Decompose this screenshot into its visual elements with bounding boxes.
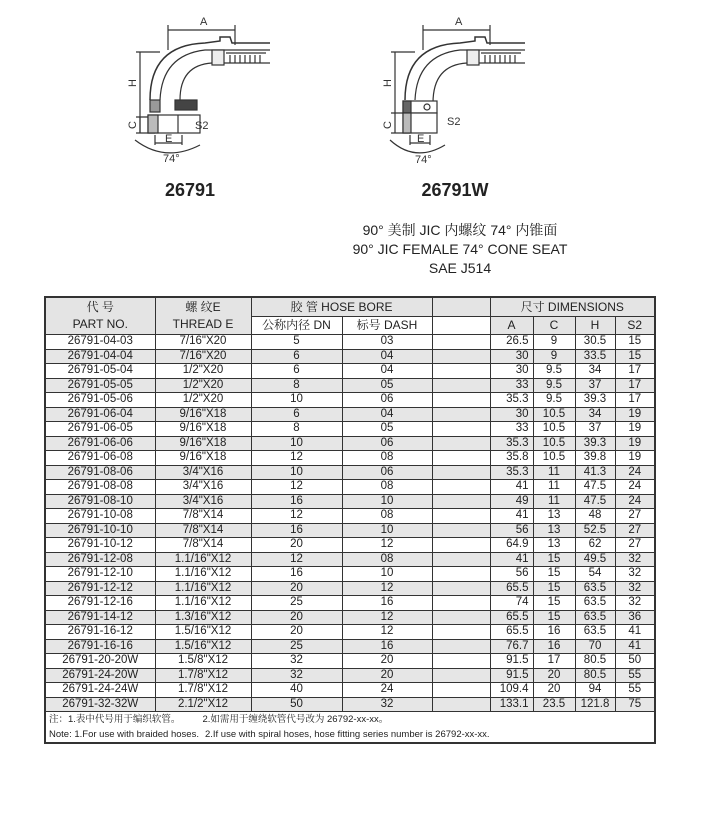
cell-dim-a: 41: [490, 552, 533, 567]
cell-dash: 08: [342, 451, 432, 466]
cell-dn: 25: [251, 596, 342, 611]
cell-part-no: 26791-06-08: [45, 451, 155, 466]
header-blank: [432, 297, 490, 317]
cell-thread: 9/16"X18: [155, 436, 251, 451]
cell-dn: 25: [251, 639, 342, 654]
cell-blank: [432, 654, 490, 669]
cell-dn: 12: [251, 552, 342, 567]
table-row: [45, 538, 655, 553]
cell-thread: 3/4"X16: [155, 494, 251, 509]
cell-part-no: 26791-24-20W: [45, 668, 155, 683]
cell-part-no: 26791-05-06: [45, 393, 155, 408]
cell-dim-a: 30: [490, 364, 533, 379]
cell-blank: [432, 639, 490, 654]
cell-thread: 9/16"X18: [155, 407, 251, 422]
cell-dim-a: 33: [490, 422, 533, 437]
cell-thread: 1.1/16"X12: [155, 567, 251, 582]
description-standard: SAE J514: [428, 260, 492, 276]
cell-part-no: 26791-06-05: [45, 422, 155, 437]
angle-label: 74°: [415, 154, 432, 166]
cell-blank: [432, 393, 490, 408]
header-dn: 公称内径 DN: [251, 317, 342, 335]
cell-dim-c: 23.5: [533, 697, 575, 712]
cell-dim-h: 47.5: [575, 480, 615, 495]
cell-dash: 10: [342, 494, 432, 509]
cell-dn: 12: [251, 509, 342, 524]
cell-dim-s2: 19: [615, 451, 655, 466]
cell-blank: [432, 378, 490, 393]
cell-dim-a: 56: [490, 523, 533, 538]
cell-dim-h: 34: [575, 407, 615, 422]
cell-dim-c: 13: [533, 523, 575, 538]
cell-dim-h: 39.3: [575, 436, 615, 451]
cell-dim-h: 49.5: [575, 552, 615, 567]
cell-dim-c: 10.5: [533, 407, 575, 422]
cell-dim-c: 9.5: [533, 378, 575, 393]
cell-dash: 20: [342, 668, 432, 683]
table-row: [45, 407, 655, 422]
cell-dim-a: 35.3: [490, 393, 533, 408]
cell-blank: [432, 480, 490, 495]
cell-dim-a: 30: [490, 349, 533, 364]
cell-dim-c: 15: [533, 596, 575, 611]
dim-s2-label: S2: [195, 120, 209, 132]
cell-dim-a: 35.3: [490, 436, 533, 451]
cell-dim-h: 80.5: [575, 668, 615, 683]
cell-thread: 1/2"X20: [155, 378, 251, 393]
cell-dim-c: 11: [533, 494, 575, 509]
cell-dash: 12: [342, 581, 432, 596]
cell-dim-h: 48: [575, 509, 615, 524]
cell-dn: 12: [251, 480, 342, 495]
cell-dn: 20: [251, 625, 342, 640]
cell-dim-h: 52.5: [575, 523, 615, 538]
cell-dim-c: 17: [533, 654, 575, 669]
cell-dim-h: 121.8: [575, 697, 615, 712]
cell-dim-a: 49: [490, 494, 533, 509]
table-row: [45, 436, 655, 451]
cell-dim-s2: 24: [615, 465, 655, 480]
cell-dim-h: 30.5: [575, 335, 615, 350]
cell-dim-a: 64.9: [490, 538, 533, 553]
table-row: [45, 451, 655, 466]
cell-dim-a: 91.5: [490, 668, 533, 683]
cell-dim-h: 63.5: [575, 581, 615, 596]
cell-part-no: 26791-06-04: [45, 407, 155, 422]
cell-dim-s2: 17: [615, 364, 655, 379]
table-row: [45, 567, 655, 582]
cell-dash: 05: [342, 378, 432, 393]
cell-thread: 1.1/16"X12: [155, 581, 251, 596]
note-en-1: Note: 1.For use with braided hoses.: [49, 729, 199, 740]
cell-blank: [432, 494, 490, 509]
cell-dash: 16: [342, 639, 432, 654]
cell-part-no: 26791-16-12: [45, 625, 155, 640]
cell-dn: 20: [251, 538, 342, 553]
cell-dim-a: 65.5: [490, 610, 533, 625]
cell-blank: [432, 335, 490, 350]
cell-dim-s2: 32: [615, 552, 655, 567]
cell-dim-a: 41: [490, 509, 533, 524]
table-row: [45, 509, 655, 524]
table-row: [45, 364, 655, 379]
cell-dn: 10: [251, 393, 342, 408]
cell-dim-h: 37: [575, 378, 615, 393]
cell-dim-a: 26.5: [490, 335, 533, 350]
cell-blank: [432, 523, 490, 538]
fitting-drawing-26791w: [375, 5, 535, 170]
cell-part-no: 26791-12-16: [45, 596, 155, 611]
cell-dim-c: 15: [533, 552, 575, 567]
cell-thread: 7/8"X14: [155, 509, 251, 524]
cell-dn: 32: [251, 668, 342, 683]
cell-thread: 3/4"X16: [155, 465, 251, 480]
cell-thread: 1.7/8"X12: [155, 683, 251, 698]
cell-dim-c: 10.5: [533, 451, 575, 466]
cell-thread: 1.1/16"X12: [155, 552, 251, 567]
header-hose-bore: 胶 管 HOSE BORE: [251, 297, 432, 317]
cell-dim-c: 20: [533, 683, 575, 698]
table-row: [45, 393, 655, 408]
cell-dim-a: 41: [490, 480, 533, 495]
cell-part-no: 26791-06-06: [45, 436, 155, 451]
cell-dim-s2: 32: [615, 581, 655, 596]
cell-dash: 06: [342, 436, 432, 451]
dim-e-label: E: [165, 133, 173, 145]
cell-dn: 16: [251, 494, 342, 509]
cell-blank: [432, 567, 490, 582]
cell-blank: [432, 596, 490, 611]
cell-dim-a: 133.1: [490, 697, 533, 712]
cell-thread: 1.1/16"X12: [155, 596, 251, 611]
cell-dash: 32: [342, 697, 432, 712]
cell-thread: 7/8"X14: [155, 523, 251, 538]
cell-dim-s2: 36: [615, 610, 655, 625]
cell-dn: 6: [251, 364, 342, 379]
cell-dim-h: 94: [575, 683, 615, 698]
cell-dim-h: 80.5: [575, 654, 615, 669]
model-title-26791w: 26791W: [421, 180, 489, 200]
cell-blank: [432, 436, 490, 451]
header-c: C: [533, 317, 575, 335]
cell-thread: 1/2"X20: [155, 364, 251, 379]
cell-dim-s2: 15: [615, 349, 655, 364]
cell-dn: 32: [251, 654, 342, 669]
table-row: [45, 335, 655, 350]
cell-part-no: 26791-05-04: [45, 364, 155, 379]
description-en: 90° JIC FEMALE 74° CONE SEAT: [352, 241, 568, 257]
cell-dash: 06: [342, 393, 432, 408]
cell-dim-a: 35.8: [490, 451, 533, 466]
cell-dn: 5: [251, 335, 342, 350]
cell-blank: [432, 407, 490, 422]
cell-dim-c: 10.5: [533, 422, 575, 437]
cell-part-no: 26791-12-12: [45, 581, 155, 596]
cell-dash: 03: [342, 335, 432, 350]
cell-dim-c: 10.5: [533, 436, 575, 451]
cell-dim-c: 13: [533, 509, 575, 524]
cell-blank: [432, 451, 490, 466]
cell-part-no: 26791-24-24W: [45, 683, 155, 698]
cell-dim-c: 15: [533, 581, 575, 596]
model-title-26791: 26791: [164, 180, 216, 200]
cell-dim-s2: 19: [615, 436, 655, 451]
cell-dn: 12: [251, 451, 342, 466]
cell-thread: 1.5/16"X12: [155, 625, 251, 640]
cell-part-no: 26791-14-12: [45, 610, 155, 625]
cell-dim-c: 15: [533, 610, 575, 625]
cell-dim-s2: 55: [615, 668, 655, 683]
dim-a-label: A: [455, 16, 463, 28]
header-a: A: [490, 317, 533, 335]
header-thread: 螺 纹E THREAD E: [155, 297, 251, 335]
cell-dim-s2: 75: [615, 697, 655, 712]
cell-dash: 04: [342, 407, 432, 422]
cell-part-no: 26791-10-08: [45, 509, 155, 524]
table-row: [45, 378, 655, 393]
cell-part-no: 26791-16-16: [45, 639, 155, 654]
cell-dn: 10: [251, 465, 342, 480]
cell-dn: 6: [251, 407, 342, 422]
cell-dim-a: 35.3: [490, 465, 533, 480]
dim-a-label: A: [200, 16, 208, 28]
cell-part-no: 26791-08-10: [45, 494, 155, 509]
cell-dim-s2: 19: [615, 422, 655, 437]
dim-c-label: C: [127, 121, 139, 129]
cell-dash: 10: [342, 523, 432, 538]
cell-dim-h: 37: [575, 422, 615, 437]
description-cn: 90° 美制 JIC 内螺纹 74° 内锥面: [362, 222, 558, 238]
table-row: [45, 639, 655, 654]
cell-part-no: 26791-10-12: [45, 538, 155, 553]
cell-part-no: 26791-08-08: [45, 480, 155, 495]
angle-label: 74°: [163, 153, 180, 165]
table-row: [45, 494, 655, 509]
cell-dim-h: 39.3: [575, 393, 615, 408]
cell-thread: 1.7/8"X12: [155, 668, 251, 683]
cell-dim-s2: 24: [615, 494, 655, 509]
cell-part-no: 26791-12-08: [45, 552, 155, 567]
cell-dim-c: 13: [533, 538, 575, 553]
cell-thread: 2.1/2"X12: [155, 697, 251, 712]
cell-part-no: 26791-04-04: [45, 349, 155, 364]
dim-e-label: E: [417, 133, 425, 145]
cell-dim-s2: 27: [615, 523, 655, 538]
cell-dim-a: 33: [490, 378, 533, 393]
cell-dn: 16: [251, 567, 342, 582]
cell-dn: 20: [251, 581, 342, 596]
cell-thread: 7/16"X20: [155, 349, 251, 364]
cell-blank: [432, 610, 490, 625]
cell-part-no: 26791-04-03: [45, 335, 155, 350]
cell-blank: [432, 683, 490, 698]
cell-dim-s2: 41: [615, 625, 655, 640]
cell-thread: 9/16"X18: [155, 451, 251, 466]
table-row: [45, 625, 655, 640]
cell-dash: 12: [342, 610, 432, 625]
cell-dim-s2: 32: [615, 567, 655, 582]
dim-s2-label: S2: [447, 116, 461, 128]
header-part-no: 代 号 PART NO.: [45, 297, 155, 335]
cell-dash: 08: [342, 480, 432, 495]
cell-blank: [432, 697, 490, 712]
cell-thread: 1.3/16"X12: [155, 610, 251, 625]
note-cn-1: 注：1.表中代号用于编织软管。: [49, 714, 181, 725]
cell-dim-c: 16: [533, 639, 575, 654]
cell-blank: [432, 552, 490, 567]
cell-dim-h: 39.8: [575, 451, 615, 466]
cell-dim-s2: 17: [615, 378, 655, 393]
table-row: [45, 480, 655, 495]
cell-dim-h: 41.3: [575, 465, 615, 480]
cell-blank: [432, 509, 490, 524]
cell-thread: 1.5/8"X12: [155, 654, 251, 669]
cell-dim-c: 20: [533, 668, 575, 683]
cell-dash: 16: [342, 596, 432, 611]
table-row: [45, 596, 655, 611]
table-row: [45, 523, 655, 538]
cell-dim-a: 65.5: [490, 581, 533, 596]
dim-h-label: H: [382, 79, 394, 87]
cell-part-no: 26791-20-20W: [45, 654, 155, 669]
cell-part-no: 26791-32-32W: [45, 697, 155, 712]
cell-dim-h: 33.5: [575, 349, 615, 364]
cell-dim-a: 74: [490, 596, 533, 611]
dim-h-label: H: [127, 79, 139, 87]
cell-part-no: 26791-12-10: [45, 567, 155, 582]
table-row: [45, 668, 655, 683]
table-row: [45, 610, 655, 625]
cell-thread: 3/4"X16: [155, 480, 251, 495]
fitting-drawing-26791: [120, 5, 280, 170]
cell-dim-h: 34: [575, 364, 615, 379]
cell-blank: [432, 581, 490, 596]
table-notes: [45, 712, 655, 744]
cell-dash: 08: [342, 552, 432, 567]
table-row: [45, 654, 655, 669]
cell-dim-c: 16: [533, 625, 575, 640]
cell-dim-h: 63.5: [575, 610, 615, 625]
cell-thread: 7/8"X14: [155, 538, 251, 553]
cell-blank: [432, 465, 490, 480]
table-row: [45, 465, 655, 480]
cell-dash: 12: [342, 538, 432, 553]
cell-dash: 05: [342, 422, 432, 437]
cell-dim-h: 63.5: [575, 625, 615, 640]
cell-dim-s2: 24: [615, 480, 655, 495]
header-s2: S2: [615, 317, 655, 335]
cell-thread: 9/16"X18: [155, 422, 251, 437]
cell-dim-s2: 41: [615, 639, 655, 654]
header-h: H: [575, 317, 615, 335]
cell-dash: 04: [342, 349, 432, 364]
cell-thread: 1.5/16"X12: [155, 639, 251, 654]
cell-dash: 10: [342, 567, 432, 582]
cell-dim-a: 30: [490, 407, 533, 422]
cell-thread: 1/2"X20: [155, 393, 251, 408]
dimensions-table: [44, 296, 656, 744]
cell-part-no: 26791-08-06: [45, 465, 155, 480]
cell-dim-a: 109.4: [490, 683, 533, 698]
cell-part-no: 26791-10-10: [45, 523, 155, 538]
cell-part-no: 26791-05-05: [45, 378, 155, 393]
cell-dim-a: 91.5: [490, 654, 533, 669]
dim-c-label: C: [382, 121, 394, 129]
cell-dim-a: 56: [490, 567, 533, 582]
cell-dn: 6: [251, 349, 342, 364]
cell-dn: 50: [251, 697, 342, 712]
cell-dash: 24: [342, 683, 432, 698]
cell-blank: [432, 349, 490, 364]
cell-dim-a: 76.7: [490, 639, 533, 654]
cell-dim-h: 47.5: [575, 494, 615, 509]
cell-blank: [432, 422, 490, 437]
cell-dim-s2: 55: [615, 683, 655, 698]
cell-dim-s2: 17: [615, 393, 655, 408]
cell-blank: [432, 668, 490, 683]
table-row: [45, 581, 655, 596]
cell-dim-c: 9: [533, 335, 575, 350]
cell-dim-c: 11: [533, 480, 575, 495]
cell-dn: 8: [251, 378, 342, 393]
table-row: [45, 349, 655, 364]
cell-thread: 7/16"X20: [155, 335, 251, 350]
table-row: [45, 422, 655, 437]
cell-dash: 12: [342, 625, 432, 640]
cell-dn: 16: [251, 523, 342, 538]
cell-dim-h: 54: [575, 567, 615, 582]
cell-dim-c: 9.5: [533, 393, 575, 408]
cell-blank: [432, 625, 490, 640]
cell-dim-h: 70: [575, 639, 615, 654]
cell-dim-s2: 19: [615, 407, 655, 422]
cell-dn: 10: [251, 436, 342, 451]
cell-dim-s2: 27: [615, 538, 655, 553]
table-row: [45, 697, 655, 712]
cell-dim-a: 65.5: [490, 625, 533, 640]
cell-dash: 20: [342, 654, 432, 669]
note-en-2: 2.If use with spiral hoses, hose fitting series number is 26792-xx-xx.: [204, 729, 490, 740]
cell-dim-h: 62: [575, 538, 615, 553]
cell-dim-c: 9.5: [533, 364, 575, 379]
cell-dim-s2: 32: [615, 596, 655, 611]
cell-dash: 04: [342, 364, 432, 379]
cell-dim-s2: 27: [615, 509, 655, 524]
cell-dim-s2: 50: [615, 654, 655, 669]
table-row: [45, 683, 655, 698]
cell-dim-s2: 15: [615, 335, 655, 350]
cell-dash: 08: [342, 509, 432, 524]
cell-blank: [432, 538, 490, 553]
header-dash: 标号 DASH: [342, 317, 432, 335]
cell-dim-c: 9: [533, 349, 575, 364]
table-row: [45, 552, 655, 567]
cell-dim-c: 15: [533, 567, 575, 582]
cell-blank: [432, 364, 490, 379]
cell-dim-h: 63.5: [575, 596, 615, 611]
cell-dn: 40: [251, 683, 342, 698]
header-dimensions: 尺寸 DIMENSIONS: [490, 297, 655, 317]
cell-dn: 20: [251, 610, 342, 625]
cell-dim-c: 11: [533, 465, 575, 480]
header-blank: [432, 317, 490, 335]
cell-dash: 06: [342, 465, 432, 480]
cell-dn: 8: [251, 422, 342, 437]
note-cn-2: 2.如需用于缠绕软管代号改为 26792-xx-xx。: [202, 714, 389, 725]
